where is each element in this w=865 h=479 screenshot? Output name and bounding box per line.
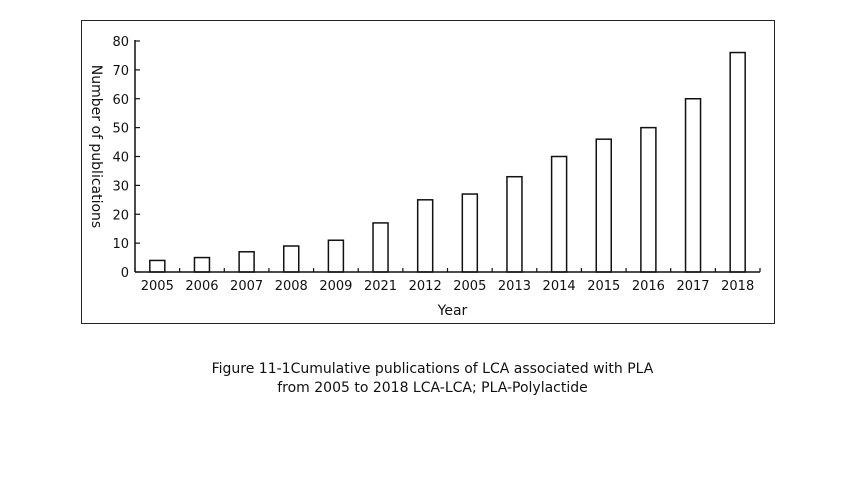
x-tick-label: 2015 [587, 279, 621, 294]
bar-2009 [328, 240, 343, 272]
bar-2005 [150, 260, 165, 272]
bar-2016 [641, 128, 656, 272]
x-axis-label: Year [437, 303, 468, 319]
y-ticks [112, 35, 140, 281]
bar-2015 [596, 139, 611, 272]
x-tick-label: 2014 [542, 279, 576, 294]
bar-2012 [418, 200, 433, 272]
y-tick-label: 60 [112, 92, 129, 108]
x-tick-label: 2016 [631, 279, 665, 294]
x-tick-label: 2007 [230, 279, 264, 294]
y-tick-label: 0 [120, 266, 129, 281]
bars-layer [150, 53, 745, 272]
x-tick-label: 2018 [721, 279, 755, 294]
y-tick-label: 10 [112, 237, 129, 253]
y-tick-label: 50 [112, 121, 129, 137]
bar-2008 [284, 246, 299, 272]
x-tick-label: 2005 [453, 279, 487, 294]
bar-2007 [239, 252, 254, 272]
caption-line-1: Figure 11-1Cumulative publications of LCA associated with PLA [211, 361, 654, 377]
bar-2005 [462, 194, 477, 272]
bar-2017 [686, 99, 701, 272]
x-tick-label: 2009 [319, 279, 353, 294]
y-tick-label: 20 [112, 208, 129, 224]
bar-2014 [552, 157, 567, 273]
x-tick-label: 2006 [185, 279, 219, 294]
x-tick-label: 2017 [676, 279, 710, 294]
x-tick-label: 2005 [140, 279, 174, 294]
x-tick-label: 2012 [408, 279, 442, 294]
x-tick-label: 2021 [363, 279, 398, 294]
y-tick-label: 70 [112, 63, 129, 79]
y-tick-label: 80 [112, 35, 129, 50]
caption-line-2: from 2005 to 2018 LCA-LCA; PLA-Polylactide [277, 380, 588, 396]
bar-2013 [507, 177, 522, 272]
y-axis-label: Number of publications [88, 64, 104, 229]
y-tick-label: 40 [112, 150, 129, 166]
x-tick-label: 2008 [274, 279, 308, 294]
y-tick-label: 30 [112, 179, 129, 195]
x-tick-label: 2013 [497, 279, 532, 294]
axes-layer [135, 40, 760, 272]
bar-2006 [194, 258, 209, 272]
bar-2021 [373, 223, 388, 272]
figure-caption [0, 360, 865, 398]
bar-2018 [730, 53, 745, 272]
